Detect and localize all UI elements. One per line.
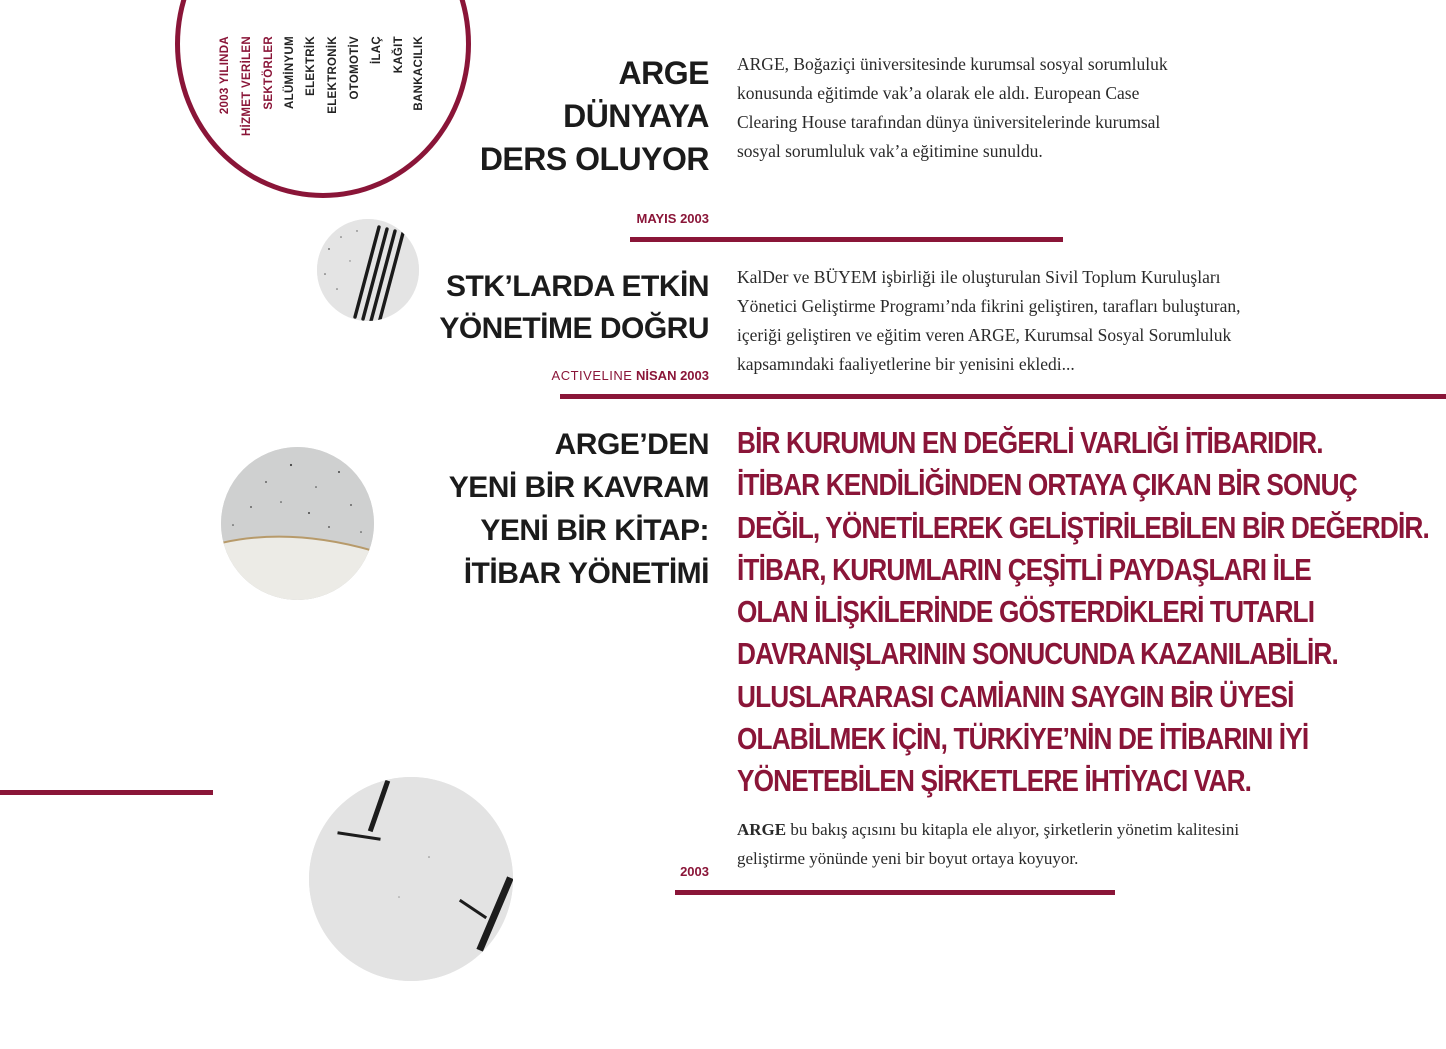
- quote-line: DAVRANIŞLARININ SONUCUNDA KAZANILABİLİR.: [737, 637, 1338, 672]
- quote-line: OLAN İLİŞKİLERİNDE GÖSTERDİKLERİ TUTARLI: [737, 595, 1315, 630]
- headline-line: YENİ BİR KAVRAM: [448, 471, 709, 504]
- sector-item: İLAÇ: [371, 36, 383, 65]
- body-line-rest: bu bakış açısını bu kitapla ele alıyor, şirketlerin yönetim kalitesini: [786, 820, 1240, 839]
- headline-line: İTİBAR YÖNETİMİ: [463, 557, 709, 590]
- body-line: kapsamındaki faaliyetlerine bir yenisini ekledi...: [737, 354, 1075, 374]
- section1-rule: [630, 237, 1063, 242]
- section3-body: [737, 815, 1239, 873]
- quote-line: ULUSLARARASI CAMİANIN SAYGIN BİR ÜYESİ: [737, 679, 1294, 714]
- clock-photo-circle: [309, 777, 513, 981]
- sector-item: KAĞIT: [393, 36, 405, 74]
- quote-line: OLABİLMEK İÇİN, TÜRKİYE’NİN DE İTİBARINI İYİ: [737, 722, 1309, 757]
- sector-item: ELEKTRONİK: [327, 36, 339, 114]
- section3-headline: [449, 423, 709, 595]
- section2-source: ACTIVELINE: [551, 368, 633, 383]
- headline-line: ARGE’DEN: [554, 428, 709, 461]
- section3-quote: [737, 422, 1446, 803]
- body-bold-brand: ARGE: [737, 820, 787, 839]
- section2-date-value: NİSAN 2003: [636, 368, 709, 383]
- sector-item: ALÜMİNYUM: [284, 36, 296, 109]
- left-accent-rule: [0, 790, 213, 795]
- section3-date: 2003: [680, 864, 709, 879]
- section2-date: [552, 368, 709, 383]
- headline-line: YÖNETİME DOĞRU: [439, 312, 709, 345]
- quote-line: DEĞİL, YÖNETİLEREK GELİŞTİRİLEBİLEN BİR DEĞERDİR.: [737, 510, 1429, 545]
- sector-item: ELEKTRİK: [305, 36, 317, 96]
- headline-line: DERS OLUYOR: [479, 141, 709, 177]
- body-line: [737, 815, 1239, 844]
- body-line: Yönetici Geliştirme Programı’nda fikrini geliştiren, tarafları buluşturan,: [737, 296, 1241, 316]
- body-line: Clearing House tarafından dünya üniversitelerinde kurumsal: [737, 112, 1161, 132]
- clock-photo-circle: [221, 447, 374, 600]
- section2-headline: [439, 266, 709, 350]
- body-line: sosyal sorumluluk vak’a eğitimine sunuldu.: [737, 141, 1043, 161]
- body-line: KalDer ve BÜYEM işbirliği ile oluşturulan Sivil Toplum Kuruluşları: [737, 267, 1221, 287]
- headline-line: ARGE: [618, 55, 709, 91]
- section3-rule: [675, 890, 1115, 895]
- quote-line: YÖNETEBİLEN ŞİRKETLERE İHTİYACI VAR.: [737, 764, 1252, 799]
- headline-line: DÜNYAYA: [563, 98, 709, 134]
- quote-line: İTİBAR, KURUMLARIN ÇEŞİTLİ PAYDAŞLARI İLE: [737, 552, 1311, 587]
- sectors-heading-line-2: HİZMET VERİLEN: [241, 36, 253, 137]
- clock-photo-circle: [317, 219, 419, 321]
- section1-headline: [480, 52, 709, 181]
- quote-line: İTİBAR KENDİLİĞİNDEN ORTAYA ÇIKAN BİR SONUÇ: [737, 468, 1357, 503]
- section2-body: [737, 263, 1240, 379]
- quote-line: BİR KURUMUN EN DEĞERLİ VARLIĞI İTİBARIDIR.: [737, 426, 1323, 460]
- body-line: içeriği geliştiren ve eğitim veren ARGE, Kurumsal Sosyal Sorumluluk: [737, 325, 1232, 345]
- sector-item: OTOMOTİV: [349, 36, 361, 100]
- section2-rule: [560, 394, 1446, 399]
- section1-date: MAYIS 2003: [636, 211, 709, 226]
- sectors-heading-line-3: SEKTÖRLER: [263, 36, 275, 110]
- headline-line: STK’LARDA ETKİN: [445, 270, 709, 303]
- headline-line: YENİ BİR KİTAP:: [480, 514, 709, 547]
- body-line: ARGE, Boğaziçi üniversitesinde kurumsal sosyal sorumluluk: [737, 54, 1168, 74]
- body-line: geliştirme yönünde yeni bir boyut ortaya koyuyor.: [737, 849, 1079, 868]
- sectors-heading-line-1: 2003 YILINDA: [219, 36, 231, 115]
- sector-item: BANKACILIK: [413, 36, 425, 111]
- section1-body: [737, 50, 1168, 166]
- body-line: konusunda eğitimde vak’a olarak ele aldı. European Case: [737, 83, 1140, 103]
